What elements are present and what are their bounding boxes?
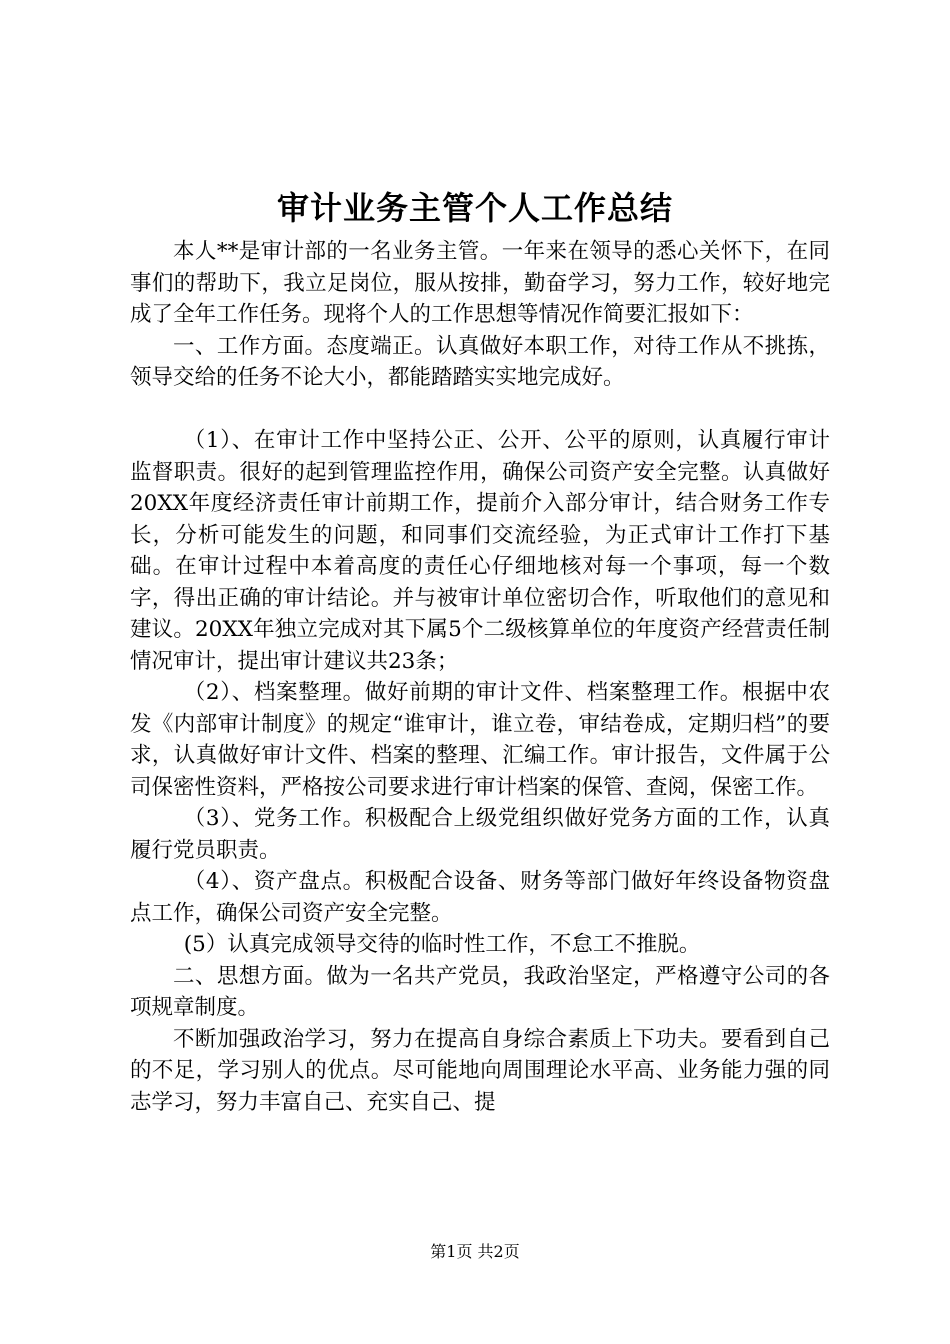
document-title: 审计业务主管个人工作总结 bbox=[276, 189, 673, 227]
item-4-paragraph: （4）、资产盘点。积极配合设备、财务等部门做好年终设备物资盘点工作，确保公司资产安全完整。 bbox=[130, 869, 830, 926]
work-section-paragraph: 一、工作方面。态度端正。认真做好本职工作，对待工作从不挑拣，领导交给的任务不论大小，都能踏踏实实地完成好。 bbox=[130, 333, 830, 390]
study-paragraph: 不断加强政治学习，努力在提高自身综合素质上下功夫。要看到自己的不足，学习别人的优点。尽可能地向周围理论水平高、业务能力强的同志学习，努力丰富自己、充实自己、提 bbox=[130, 1026, 830, 1115]
document-body bbox=[130, 236, 830, 1118]
intro-paragraph: 本人**是审计部的一名业务主管。一年来在领导的悉心关怀下，在同事们的帮助下，我立足岗位，服从按排，勤奋学习，努力工作，较好地完成了全年工作任务。现将个人的工作思想等情况作简要汇报如下： bbox=[130, 239, 830, 327]
item-5-paragraph: (5）认真完成领导交待的临时性工作，不怠工不推脱。 bbox=[183, 932, 701, 957]
item-3-paragraph: （3）、党务工作。积极配合上级党组织做好党务方面的工作，认真履行党员职责。 bbox=[130, 806, 830, 863]
item-1-paragraph: （1）、在审计工作中坚持公正、公开、公平的原则，认真履行审计监督职责。很好的起到管理监控作用，确保公司资产安全完整。认真做好20XX年度经济责任审计前期工作，提前介入部分审计，结合财务工作专长，分析可能发生的问题，和同事们交流经验，为正式审计工作打下基础。在审计过程中本着高度的责任心仔细地核对每一个事项，每一个数字，得出正确的审计结论。并与被审计单位密切合作，听取他们的意见和建议。20XX年独立完成对其下属5个二级核算单位的年度资产经营责任制情况审计，提出审计建议共23条； bbox=[130, 428, 830, 674]
page-footer: 第1页 共2页 bbox=[430, 1242, 520, 1261]
blank-line bbox=[130, 394, 830, 426]
thought-section-paragraph: 二、思想方面。做为一名共产党员，我政治坚定，严格遵守公司的各项规章制度。 bbox=[130, 963, 830, 1020]
item-2-paragraph: （2）、档案整理。做好前期的审计文件、档案整理工作。根据中农发《内部审计制度》的规定“谁审计，谁立卷，审结卷成，定期归档”的要求，认真做好审计文件、档案的整理、汇编工作。审计报告，文件属于公司保密性资料，严格按公司要求进行审计档案的保管、查阅，保密工作。 bbox=[130, 680, 830, 800]
